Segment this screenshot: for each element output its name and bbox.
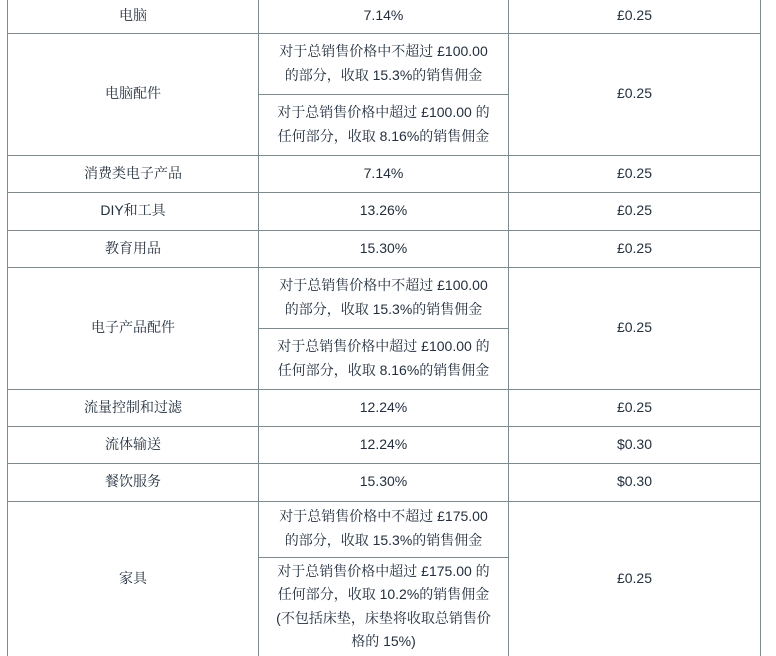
- referral-fee-cell: 对于总销售价格中超过 £175.00 的任何部分，收取 10.2%的销售佣金 (不包括床垫，床垫将收取总销售价格的 15%): [259, 557, 509, 656]
- referral-fee-cell: 15.30%: [259, 463, 509, 501]
- category-cell: 餐饮服务: [8, 463, 259, 501]
- table-row: [8, 267, 761, 328]
- category-cell: 流量控制和过滤: [8, 389, 259, 426]
- closing-fee-cell: $0.30: [509, 463, 761, 501]
- referral-fee-table: [7, 0, 761, 656]
- referral-fee-cell: 7.14%: [259, 155, 509, 192]
- table-row: [8, 230, 761, 267]
- category-cell: 流体输送: [8, 426, 259, 463]
- category-cell: 电脑配件: [8, 33, 259, 155]
- table-row: [8, 192, 761, 230]
- referral-fee-cell: 对于总销售价格中不超过 £175.00 的部分，收取 15.3%的销售佣金: [259, 501, 509, 557]
- fee-table-body: [8, 0, 761, 656]
- referral-fee-cell: 对于总销售价格中不超过 £100.00 的部分，收取 15.3%的销售佣金: [259, 267, 509, 328]
- referral-fee-cell: 7.14%: [259, 0, 509, 33]
- table-row: [8, 33, 761, 94]
- category-cell: 家具: [8, 501, 259, 656]
- category-cell: DIY和工具: [8, 192, 259, 230]
- referral-fee-cell: 对于总销售价格中不超过 £100.00 的部分，收取 15.3%的销售佣金: [259, 33, 509, 94]
- referral-fee-cell: 13.26%: [259, 192, 509, 230]
- table-row: [8, 426, 761, 463]
- referral-fee-cell: 15.30%: [259, 230, 509, 267]
- referral-fee-cell: 对于总销售价格中超过 £100.00 的任何部分，收取 8.16%的销售佣金: [259, 328, 509, 389]
- closing-fee-cell: £0.25: [509, 33, 761, 155]
- category-cell: 教育用品: [8, 230, 259, 267]
- closing-fee-cell: £0.25: [509, 501, 761, 656]
- closing-fee-cell: £0.25: [509, 267, 761, 389]
- referral-fee-cell: 12.24%: [259, 426, 509, 463]
- referral-fee-cell: 对于总销售价格中超过 £100.00 的任何部分，收取 8.16%的销售佣金: [259, 94, 509, 155]
- table-row: [8, 463, 761, 501]
- table-row: [8, 155, 761, 192]
- category-cell: 电子产品配件: [8, 267, 259, 389]
- closing-fee-cell: £0.25: [509, 192, 761, 230]
- closing-fee-cell: $0.30: [509, 426, 761, 463]
- table-row: [8, 501, 761, 557]
- closing-fee-cell: £0.25: [509, 0, 761, 33]
- category-cell: 电脑: [8, 0, 259, 33]
- closing-fee-cell: £0.25: [509, 155, 761, 192]
- table-row: [8, 389, 761, 426]
- closing-fee-cell: £0.25: [509, 389, 761, 426]
- referral-fee-cell: 12.24%: [259, 389, 509, 426]
- table-row: [8, 0, 761, 33]
- closing-fee-cell: £0.25: [509, 230, 761, 267]
- category-cell: 消费类电子产品: [8, 155, 259, 192]
